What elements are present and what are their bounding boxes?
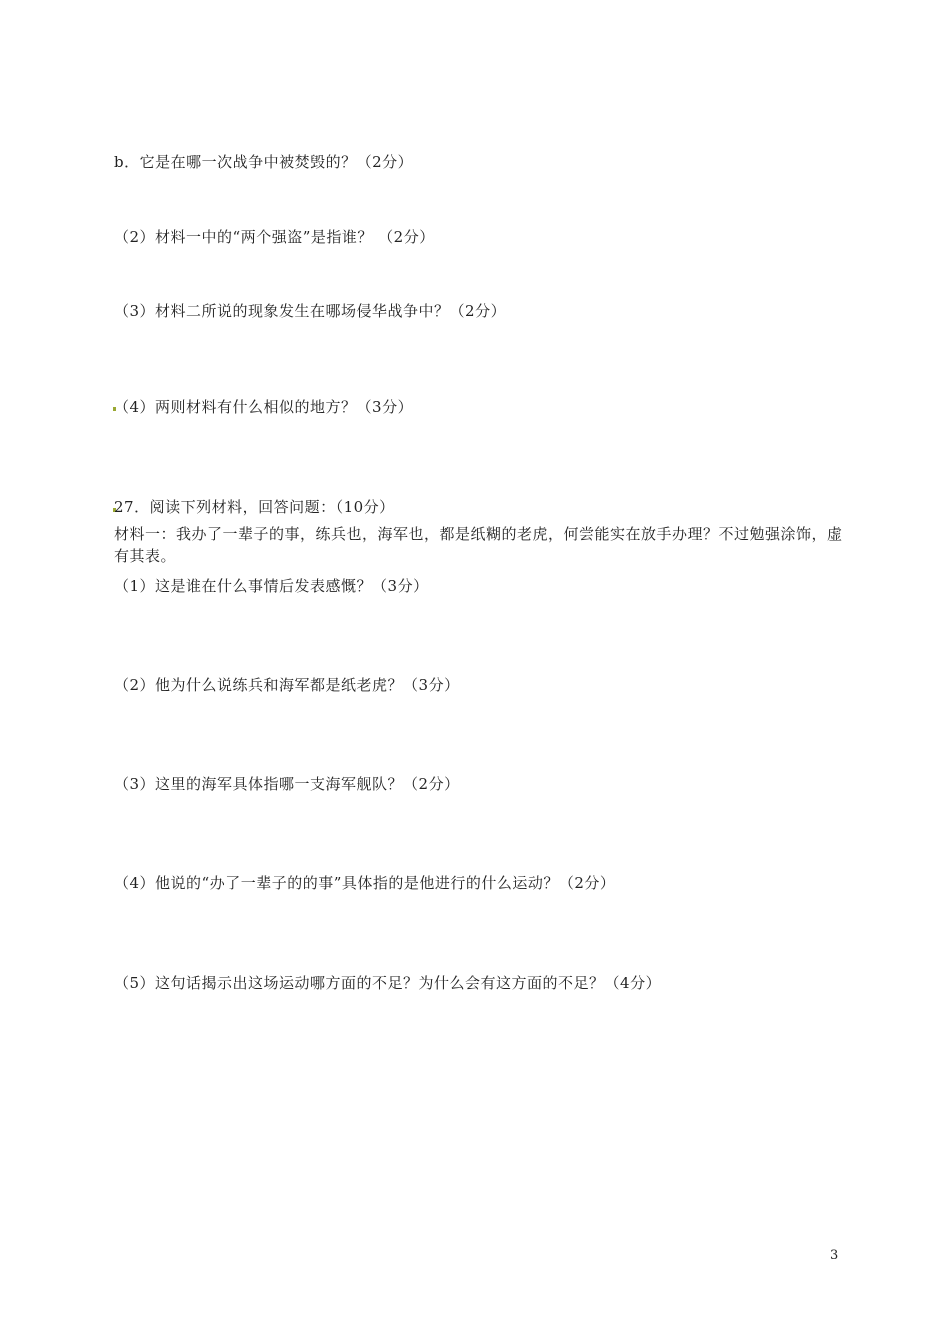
question-27-3: （3）这里的海军具体指哪一支海军舰队？（2分） bbox=[114, 775, 460, 793]
question-27-title: 27．阅读下列材料，回答问题：（10分） bbox=[114, 498, 395, 516]
question-27-1: （1）这是谁在什么事情后发表感慨？（3分） bbox=[114, 577, 429, 595]
question-26-2: （2）材料一中的“两个强盗”是指谁？ （2分） bbox=[114, 228, 435, 246]
question-27-material: 材料一：我办了一辈子的事，练兵也，海军也，都是纸糊的老虎，何尝能实在放手办理？不过勉强涂饰，虚有其表。 bbox=[114, 525, 843, 565]
question-26-1b: b．它是在哪一次战争中被焚毁的？（2分） bbox=[114, 153, 414, 171]
question-27-2: （2）他为什么说练兵和海军都是纸老虎？（3分） bbox=[114, 676, 460, 694]
question-27-5: （5）这句话揭示出这场运动哪方面的不足？为什么会有这方面的不足？（4分） bbox=[114, 974, 662, 992]
question-26-4: （4）两则材料有什么相似的地方？（3分） bbox=[114, 398, 414, 416]
question-27-4: （4）他说的“办了一辈子的的事”具体指的是他进行的什么运动？（2分） bbox=[114, 874, 616, 892]
question-26-3: （3）材料二所说的现象发生在哪场侵华战争中？（2分） bbox=[114, 302, 507, 320]
page-number: 3 bbox=[830, 1248, 839, 1263]
